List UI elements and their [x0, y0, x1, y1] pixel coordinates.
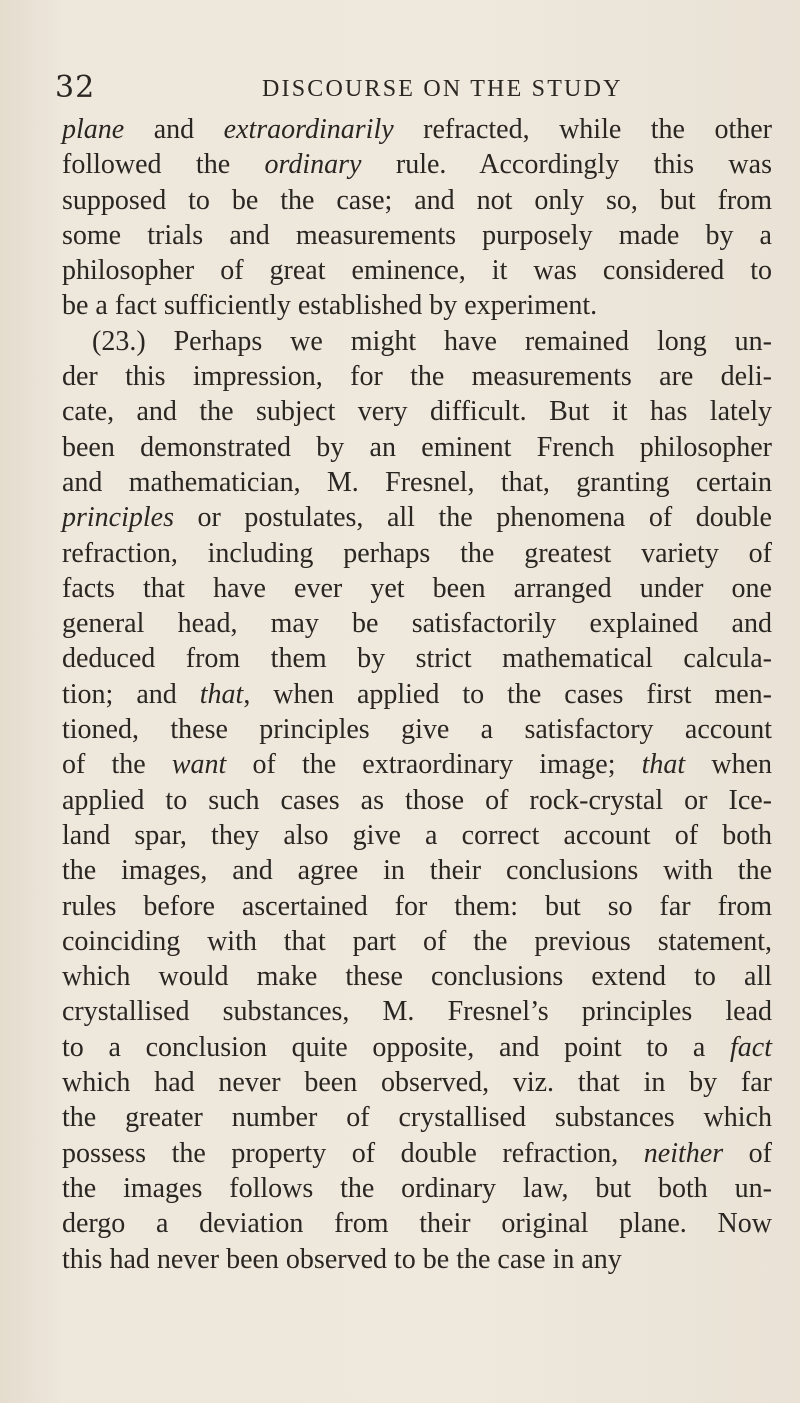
text-line	[62, 712, 772, 747]
text-line	[62, 324, 772, 359]
text-line	[62, 606, 772, 641]
text-run: (23.) Perhaps we might have remained long un-	[92, 325, 772, 357]
text-run: refracted, while the other	[393, 114, 772, 145]
text-line	[62, 1100, 772, 1135]
text-run: the images, and agree in their conclusions with the	[62, 855, 772, 887]
italic-text: fact	[730, 1031, 772, 1063]
italic-text: ordinary	[264, 149, 362, 181]
running-head: DISCOURSE ON THE STUDY	[262, 76, 623, 102]
text-run: rules before ascertained for them: but so far from	[62, 890, 772, 922]
text-line	[62, 1136, 772, 1171]
text-line	[62, 1242, 772, 1277]
text-run: of the extraordinary image;	[226, 749, 642, 781]
text-line	[62, 571, 772, 606]
page-header	[0, 70, 800, 110]
text-run: supposed to be the case; and not only so, but from	[62, 184, 772, 216]
text-run: some trials and measurements purposely made by a	[62, 219, 772, 251]
text-line	[62, 1206, 772, 1241]
text-run: tion; and	[62, 678, 200, 710]
text-run: philosopher of great eminence, it was considered to	[62, 255, 772, 287]
text-line	[62, 959, 772, 994]
text-run: facts that have ever yet been arranged under one	[62, 572, 772, 604]
text-line	[62, 747, 772, 782]
text-line	[62, 818, 772, 853]
text-line	[62, 465, 772, 500]
text-line	[62, 147, 772, 182]
text-run: land spar, they also give a correct account of both	[62, 819, 772, 851]
text-line	[62, 536, 772, 571]
text-run: crystallised substances, M. Fresnel’s principles lead	[62, 996, 772, 1028]
text-line	[62, 1171, 772, 1206]
text-run: been demonstrated by an eminent French philosopher	[62, 431, 772, 463]
text-line	[62, 253, 772, 288]
italic-text: that	[199, 678, 244, 710]
text-run: when	[685, 749, 772, 781]
text-run: applied to such cases as those of rock-crystal or Ice-	[62, 784, 772, 816]
text-line	[62, 889, 772, 924]
italic-text: plane	[62, 114, 125, 145]
italic-text: extraordinarily	[223, 114, 394, 145]
italic-text: that	[641, 749, 686, 781]
text-run: this had never been observed to be the case in any	[62, 1243, 622, 1275]
text-line	[62, 183, 772, 218]
text-run: of the	[62, 749, 172, 781]
text-line	[62, 783, 772, 818]
text-line	[62, 288, 772, 323]
text-run: which would make these conclusions extend to all	[62, 961, 772, 993]
text-run: followed the	[62, 149, 265, 181]
text-line	[62, 500, 772, 535]
italic-text: principles	[62, 502, 174, 534]
italic-text: want	[171, 749, 227, 781]
text-run: rule. Accordingly this was	[361, 149, 772, 181]
text-line	[62, 994, 772, 1029]
text-run: and	[124, 114, 224, 145]
text-run: cate, and the subject very difficult. But it has lately	[62, 396, 772, 428]
text-line	[62, 394, 772, 429]
body-text	[62, 112, 772, 1277]
text-run: coinciding with that part of the previous statement,	[62, 925, 772, 957]
text-run: or postulates, all the phenomena of double	[174, 502, 772, 534]
text-run: the images follows the ordinary law, but both un-	[62, 1172, 772, 1204]
text-line	[62, 359, 772, 394]
text-run: the greater number of crystallised substances which	[62, 1102, 772, 1134]
text-run: refraction, including perhaps the greatest variety of	[62, 537, 772, 569]
text-line	[62, 677, 772, 712]
text-run: of	[723, 1137, 772, 1169]
text-run: which had never been observed, viz. that in by far	[62, 1067, 772, 1099]
text-run: deduced from them by strict mathematical calcula-	[62, 643, 772, 675]
text-line	[62, 218, 772, 253]
text-line	[62, 112, 772, 147]
text-run: and mathematician, M. Fresnel, that, granting certain	[62, 466, 772, 498]
text-line	[62, 1030, 772, 1065]
text-run: general head, may be satisfactorily explained and	[62, 608, 772, 640]
page-number: 32	[55, 70, 96, 105]
text-line	[62, 1065, 772, 1100]
text-run: be a fact sufficiently established by experiment.	[62, 290, 598, 322]
text-line	[62, 641, 772, 676]
italic-text: neither	[643, 1137, 724, 1169]
text-line	[62, 430, 772, 465]
text-run: possess the property of double refraction,	[62, 1137, 644, 1169]
text-run: , when applied to the cases first men-	[243, 678, 772, 710]
text-run: to a conclusion quite opposite, and point to a	[62, 1031, 730, 1063]
text-run: der this impression, for the measurements are deli-	[62, 361, 772, 393]
text-line	[62, 853, 772, 888]
text-run: dergo a deviation from their original plane. Now	[62, 1208, 772, 1240]
text-line	[62, 924, 772, 959]
text-run: tioned, these principles give a satisfactory account	[62, 714, 772, 746]
